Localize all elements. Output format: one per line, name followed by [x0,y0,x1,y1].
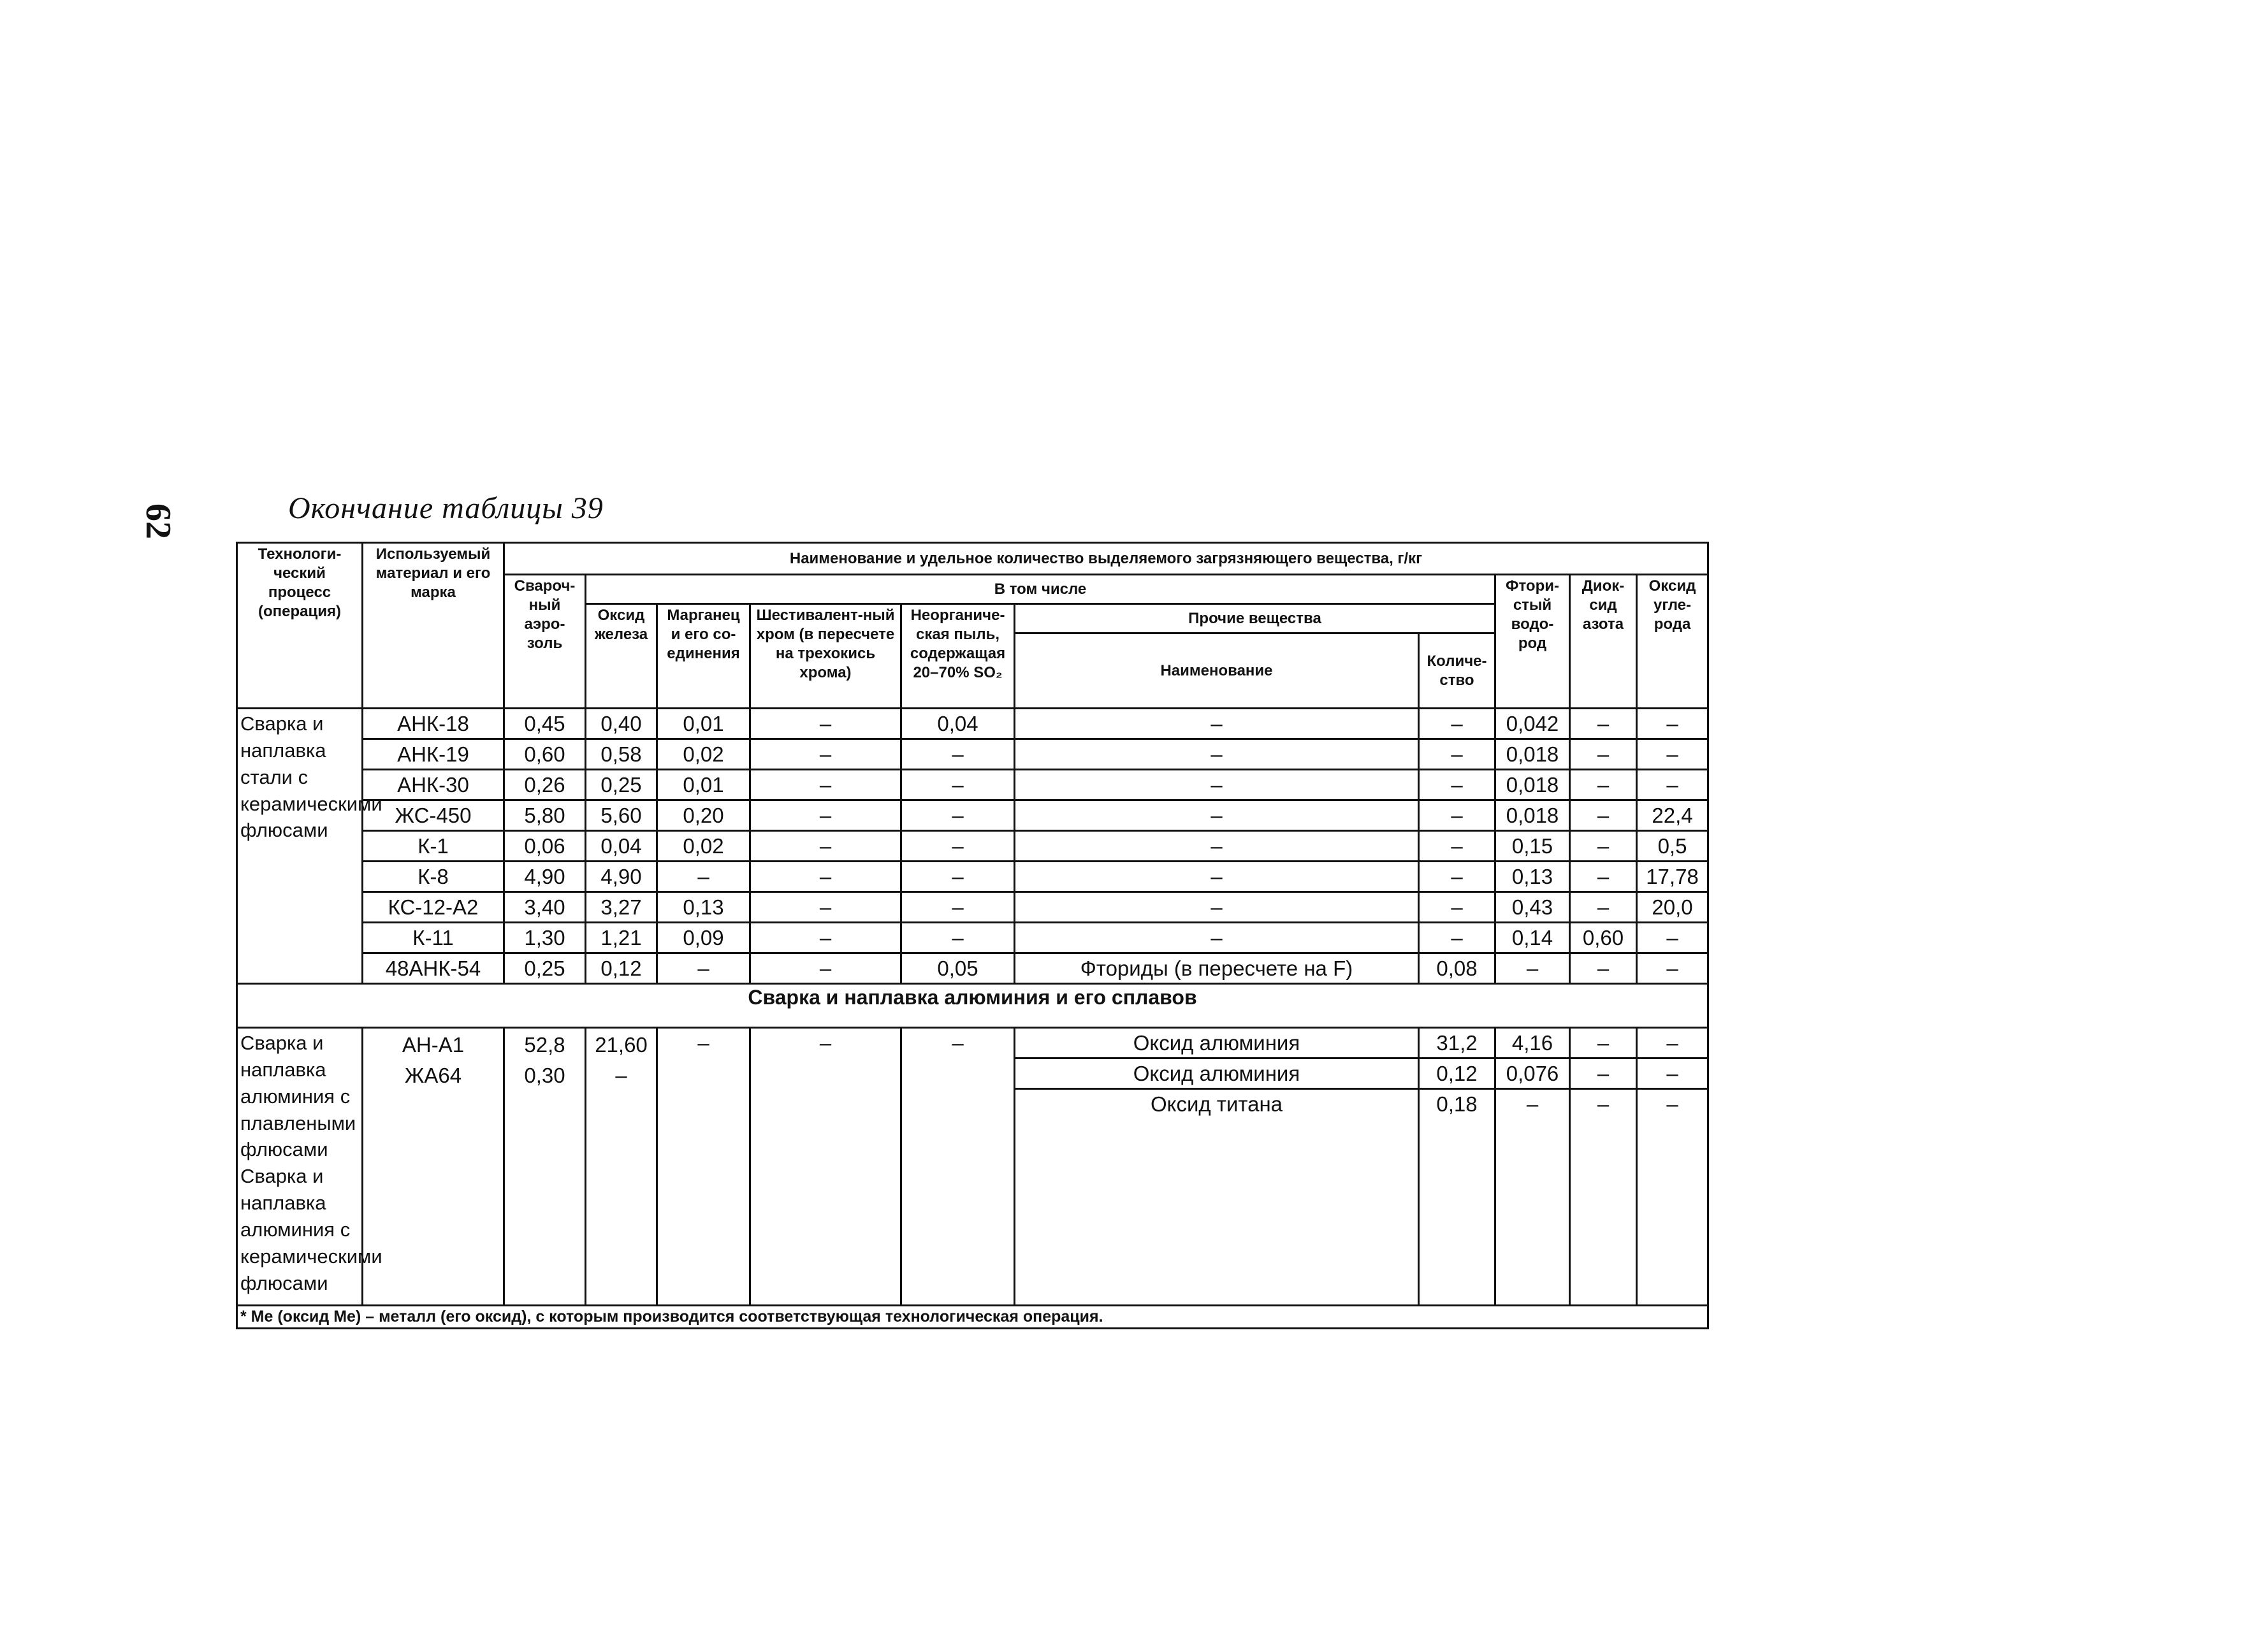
dust-cell: – [901,923,1015,953]
co-cell: – [1637,1028,1708,1058]
material-value: АН-А1 [402,1033,465,1057]
hf-cell: 0,018 [1495,800,1570,831]
aerosol-cell: 4,90 [504,862,586,892]
other-name-cell: Оксид алюминия [1015,1058,1419,1089]
co-cell: – [1637,1089,1708,1306]
dust-cell: – [901,862,1015,892]
iron-cell: 0,12 [586,953,657,984]
process-cell: Сварка и наплавка стали с керамическими флюсами [237,709,363,984]
aerosol-cell: 5,80 [504,800,586,831]
no2-cell: – [1570,770,1637,800]
no2-cell: – [1570,1058,1637,1089]
header-hf: Фтори-стый водо-род [1495,575,1570,709]
material-cell: АНК-30 [363,770,504,800]
other-qty-cell: – [1419,862,1495,892]
page-number: 62 [138,503,178,539]
footnote: * Ме (оксид Ме) – металл (его оксид), с которым производится соответствующая технологическая операция. [237,1306,1708,1329]
manganese-cell: 0,01 [657,770,750,800]
hf-cell: 0,018 [1495,739,1570,770]
iron-cell: 0,04 [586,831,657,862]
hf-cell: 0,15 [1495,831,1570,862]
other-name-cell: – [1015,923,1419,953]
aerosol-cell: 3,40 [504,892,586,923]
chromium-cell: – [750,1028,901,1306]
co-cell: – [1637,923,1708,953]
other-qty-cell: 0,18 [1419,1089,1495,1306]
no2-cell: – [1570,800,1637,831]
material-cell: 48АНК-54 [363,953,504,984]
dust-cell: – [901,831,1015,862]
no2-cell: 0,60 [1570,923,1637,953]
header-aerosol: Свароч-ный аэро-золь [504,575,586,709]
no2-cell: – [1570,1089,1637,1306]
material-cell: КС-12-А2 [363,892,504,923]
co-cell: 22,4 [1637,800,1708,831]
other-name-cell: Фториды (в пересчете на F) [1015,953,1419,984]
co-cell: – [1637,953,1708,984]
other-name-cell: – [1015,739,1419,770]
header-no2: Диок-сид азота [1570,575,1637,709]
co-cell: 20,0 [1637,892,1708,923]
section-title: Сварка и наплавка алюминия и его сплавов [237,984,1708,1028]
other-name-cell: – [1015,831,1419,862]
chromium-cell: – [750,862,901,892]
other-qty-cell: – [1419,923,1495,953]
other-qty-cell: – [1419,739,1495,770]
manganese-cell: 0,01 [657,709,750,739]
header-process: Технологи-ческий процесс (операция) [237,543,363,709]
manganese-cell: 0,02 [657,739,750,770]
no2-cell: – [1570,1028,1637,1058]
chromium-cell: – [750,800,901,831]
header-chromium: Шестивалент-ный хром (в пересчете на трехокись хрома) [750,604,901,709]
no2-cell: – [1570,953,1637,984]
hf-cell: 0,13 [1495,862,1570,892]
hf-cell: 0,042 [1495,709,1570,739]
co-cell: 0,5 [1637,831,1708,862]
aerosol-cell: 0,25 [504,953,586,984]
other-name-cell: Оксид алюминия [1015,1028,1419,1058]
co-cell: – [1637,739,1708,770]
other-name-cell: Оксид титана [1015,1089,1419,1306]
aerosol-cell: 0,45 [504,709,586,739]
other-name-cell: – [1015,709,1419,739]
other-qty-cell: 0,08 [1419,953,1495,984]
manganese-cell: 0,02 [657,831,750,862]
no2-cell: – [1570,739,1637,770]
co-cell: 17,78 [1637,862,1708,892]
hf-cell: 0,076 [1495,1058,1570,1089]
other-qty-cell: – [1419,800,1495,831]
aerosol-value: 52,8 [524,1033,565,1057]
header-dust: Неорганиче-ская пыль, содержащая 20–70% SO₂ [901,604,1015,709]
header-including: В том числе [586,575,1495,604]
chromium-cell: – [750,739,901,770]
material-cell: АНК-18 [363,709,504,739]
iron-cell: 0,58 [586,739,657,770]
other-name-cell: – [1015,770,1419,800]
manganese-cell: – [657,862,750,892]
other-qty-cell: – [1419,709,1495,739]
hf-cell: 0,14 [1495,923,1570,953]
iron-stack [586,1028,657,1306]
manganese-cell: 0,09 [657,923,750,953]
iron-cell: 4,90 [586,862,657,892]
co-cell: – [1637,1058,1708,1089]
hf-cell: – [1495,953,1570,984]
chromium-cell: – [750,953,901,984]
no2-cell: – [1570,831,1637,862]
iron-cell: 5,60 [586,800,657,831]
other-name-cell: – [1015,800,1419,831]
aerosol-cell: 0,60 [504,739,586,770]
material-cell: ЖС-450 [363,800,504,831]
manganese-cell: – [657,1028,750,1306]
manganese-cell: – [657,953,750,984]
material-cell: АНК-19 [363,739,504,770]
dust-cell: 0,05 [901,953,1015,984]
header-pollutants: Наименование и удельное количество выделяемого загрязняющего вещества, г/кг [504,543,1708,575]
material-cell: К-11 [363,923,504,953]
other-name-cell: – [1015,862,1419,892]
other-name-cell: – [1015,892,1419,923]
process-cell-aluminium: Сварка и наплавка алюминия с плавлеными флюсами Сварка и наплавка алюминия с керамическими флюсами [237,1028,363,1306]
no2-cell: – [1570,892,1637,923]
other-qty-cell: – [1419,770,1495,800]
hf-cell: 4,16 [1495,1028,1570,1058]
chromium-cell: – [750,892,901,923]
table-caption: Окончание таблицы 39 [288,491,604,525]
dust-cell: – [901,1028,1015,1306]
header-co: Оксид угле-рода [1637,575,1708,709]
manganese-cell: 0,13 [657,892,750,923]
other-qty-cell: 31,2 [1419,1028,1495,1058]
other-qty-cell: – [1419,892,1495,923]
material-cell: К-8 [363,862,504,892]
material-stack [363,1028,504,1306]
no2-cell: – [1570,862,1637,892]
dust-cell: – [901,800,1015,831]
iron-cell: 0,25 [586,770,657,800]
dust-cell: 0,04 [901,709,1015,739]
other-qty-cell: – [1419,831,1495,862]
material-value: ЖА64 [404,1064,462,1087]
header-manganese: Марганец и его со-единения [657,604,750,709]
material-cell: К-1 [363,831,504,862]
iron-cell: 0,40 [586,709,657,739]
dust-cell: – [901,892,1015,923]
header-material: Используемый материал и его марка [363,543,504,709]
header-other: Прочие вещества [1015,604,1495,633]
iron-value: – [615,1064,627,1087]
hf-cell: 0,018 [1495,770,1570,800]
iron-cell: 3,27 [586,892,657,923]
dust-cell: – [901,770,1015,800]
hf-cell: 0,43 [1495,892,1570,923]
header-other-qty: Количе-ство [1419,633,1495,709]
chromium-cell: – [750,709,901,739]
no2-cell: – [1570,709,1637,739]
co-cell: – [1637,770,1708,800]
hf-cell: – [1495,1089,1570,1306]
chromium-cell: – [750,923,901,953]
header-iron-oxide: Оксид железа [586,604,657,709]
dust-cell: – [901,739,1015,770]
co-cell: – [1637,709,1708,739]
manganese-cell: 0,20 [657,800,750,831]
iron-value: 21,60 [595,1033,648,1057]
emissions-table [236,542,1709,1329]
header-other-name: Наименование [1015,633,1419,709]
aerosol-cell: 0,26 [504,770,586,800]
chromium-cell: – [750,770,901,800]
chromium-cell: – [750,831,901,862]
aerosol-cell: 0,06 [504,831,586,862]
aerosol-stack [504,1028,586,1306]
iron-cell: 1,21 [586,923,657,953]
aerosol-value: 0,30 [524,1064,565,1087]
other-qty-cell: 0,12 [1419,1058,1495,1089]
aerosol-cell: 1,30 [504,923,586,953]
